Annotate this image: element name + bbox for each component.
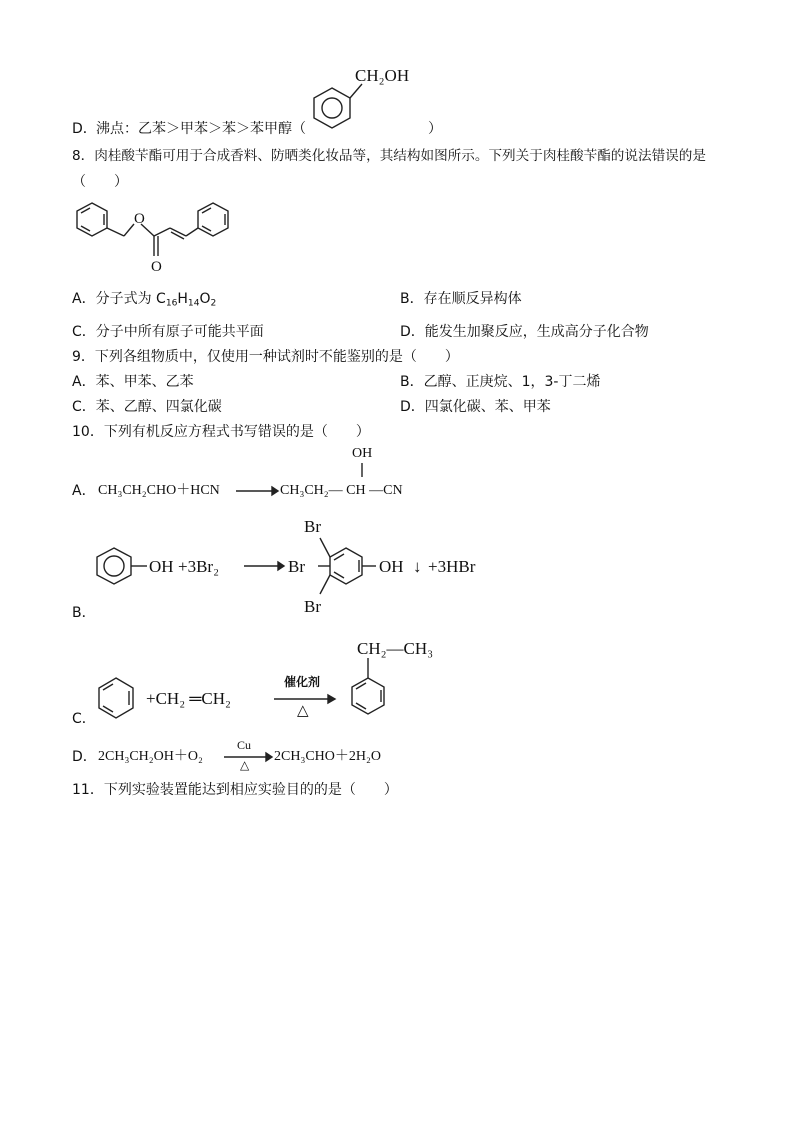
q9-option-a: A．苯、甲苯、乙苯 xyxy=(72,374,194,390)
q8-option-d: D．能发生加聚反应，生成高分子化合物 xyxy=(400,324,649,340)
tribromophenol-br-top: Br xyxy=(304,517,321,536)
q7-option-d-text: 沸点：乙苯＞甲苯＞苯＞苯甲醇（ xyxy=(96,121,306,137)
q10a-rhs: CH₃CH₂— CH —CN xyxy=(280,483,403,498)
q10d-label: D． xyxy=(72,749,97,765)
q9-option-d: D．四氯化碳、苯、甲苯 xyxy=(400,399,551,415)
q10b-precipitate-arrow: ↓ xyxy=(413,557,422,576)
q10c-heat: △ xyxy=(297,703,309,719)
q10a-oh-bond xyxy=(360,463,364,479)
benzyl-alcohol-structure xyxy=(300,80,380,140)
ethylbenzene-ring xyxy=(340,656,390,720)
q9-option-c: C．苯、乙醇、四氯化碳 xyxy=(72,399,222,415)
q10a-arrow xyxy=(234,484,278,498)
q10a-label: A． xyxy=(72,483,96,499)
q8-stem: 8．肉桂酸苄酯可用于合成香料、防晒类化妆品等，其结构如图所示。下列关于肉桂酸苄酯的说法错误的是 xyxy=(72,148,706,164)
q10a-lhs: CH₃CH₂CHO＋HCN xyxy=(98,483,220,498)
q10c-catalyst: 催化剂 xyxy=(284,675,321,689)
q11-stem: 11．下列实验装置能达到相应实验目的的是（ ） xyxy=(72,782,398,798)
carbonyl-oxygen-label: O xyxy=(151,259,162,275)
ethylbenzene-chain: CH₂—CH₃ xyxy=(357,639,434,658)
q10d-rhs: 2CH₃CHO＋2H₂O xyxy=(274,749,381,764)
q10b-arrow xyxy=(242,559,284,573)
q8-option-a: A．分子式为 $C_{16}H_{14}O_2$ xyxy=(72,291,217,309)
q9-option-b: B．乙醇、正庚烷、1，3-丁二烯 xyxy=(400,374,601,390)
q7-option-d-label: D． xyxy=(72,121,97,137)
q8-answer-paren: （ ） xyxy=(72,174,128,190)
q10d-catalyst: Cu xyxy=(237,738,252,752)
q10c-plus-ethylene: +CH₂ ═CH₂ xyxy=(146,689,231,708)
q7-option-d-close: ） xyxy=(428,121,442,137)
ester-oxygen-label: O xyxy=(134,211,145,227)
q10a-oh: OH xyxy=(352,446,373,461)
tribromophenol-ring xyxy=(310,534,390,600)
benzene-structure xyxy=(98,676,138,720)
q10b-plus-hbr: +3HBr xyxy=(428,557,476,576)
q10d-heat: △ xyxy=(240,758,250,772)
benzyl-alcohol-ch2oh: CH₂OH xyxy=(355,66,410,85)
q10-stem: 10．下列有机反应方程式书写错误的是（ ） xyxy=(72,424,370,440)
q10d-lhs: 2CH₃CH₂OH＋O₂ xyxy=(98,749,203,764)
q10c-label: C． xyxy=(72,711,96,727)
tribromophenol-oh: OH xyxy=(379,557,404,576)
phenol-oh: OH xyxy=(149,557,174,576)
phenol-structure xyxy=(92,546,152,586)
tribromophenol-br-left: Br xyxy=(288,557,305,576)
q10b-label: B． xyxy=(72,605,96,621)
q10b-plus-br2: +3Br₂ xyxy=(178,557,220,576)
tribromophenol-br-bottom: Br xyxy=(304,597,321,616)
q8-option-c: C．分子中所有原子可能共平面 xyxy=(72,324,264,340)
q8-option-b: B．存在顺反异构体 xyxy=(400,291,522,307)
q9-stem: 9．下列各组物质中，仅使用一种试剂时不能鉴别的是（ ） xyxy=(72,349,459,365)
